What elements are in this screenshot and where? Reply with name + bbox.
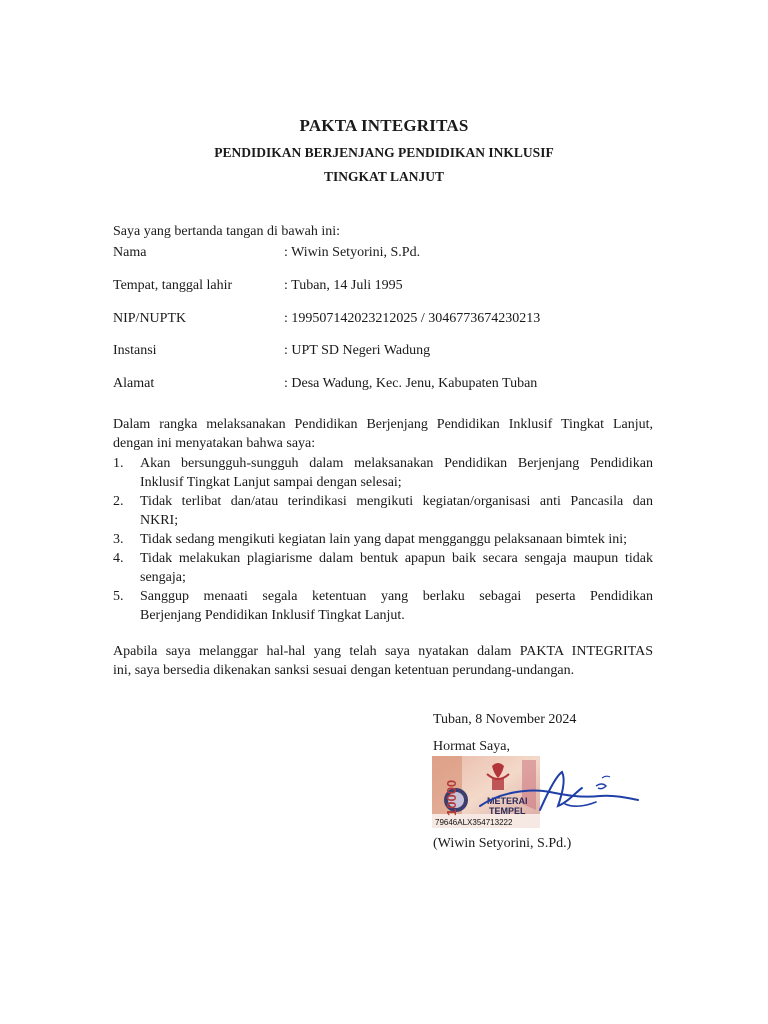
- identity-label: Alamat: [113, 376, 155, 391]
- list-item-text: Akan bersungguh-sungguh dalam melaksanakan Pendidikan Berjenjang Pendidikan: [140, 456, 653, 471]
- list-item-number: 3.: [113, 532, 124, 547]
- list-item-number: 4.: [113, 551, 124, 566]
- list-item-number: 5.: [113, 589, 124, 604]
- list-item-number: 2.: [113, 494, 124, 509]
- identity-label: Tempat, tanggal lahir: [113, 278, 233, 293]
- list-item: [113, 492, 653, 530]
- identity-label: Instansi: [113, 343, 157, 358]
- list-item-text: Inklusif Tingkat Lanjut sampai dengan selesai;: [140, 475, 402, 490]
- identity-value: : Tuban, 14 Juli 1995: [284, 278, 403, 293]
- document-subtitle-level: TINGKAT LANJUT: [324, 169, 444, 184]
- stamp-serial: 79646ALX354713222: [435, 818, 513, 827]
- stamp-label-line: METERAI: [487, 796, 528, 806]
- list-item: [113, 587, 653, 625]
- document-subtitle: PENDIDIKAN BERJENJANG PENDIDIKAN INKLUSIF: [214, 145, 554, 160]
- list-item-text: sengaja;: [140, 570, 186, 585]
- list-item-text: NKRI;: [140, 513, 179, 528]
- list-item-text: Berjenjang Pendidikan Inklusif Tingkat Lanjut.: [140, 608, 405, 623]
- list-item: [113, 530, 653, 549]
- list-item-text: Tidak sedang mengikuti kegiatan lain yang dapat mengganggu pelaksanaan bimtek ini;: [140, 532, 628, 547]
- statement-line-1: Dalam rangka melaksanakan Pendidikan Berjenjang Pendidikan Inklusif Tingkat Lanjut,: [113, 417, 653, 432]
- list-item-text: Tidak terlibat dan/atau terindikasi mengikuti kegiatan/organisasi anti Pancasila dan: [140, 494, 653, 509]
- document-title: PAKTA INTEGRITAS: [299, 116, 469, 135]
- identity-value: : UPT SD Negeri Wadung: [284, 343, 431, 358]
- intro-text: Saya yang bertanda tangan di bawah ini:: [113, 224, 341, 239]
- identity-value: : 199507142023212025 / 3046773674230213: [284, 311, 541, 326]
- identity-value: : Wiwin Setyorini, S.Pd.: [284, 245, 421, 260]
- list-item-number: 1.: [113, 456, 124, 471]
- commitment-list: [113, 454, 653, 625]
- greeting: Hormat Saya,: [433, 739, 510, 754]
- list-item: [113, 549, 653, 587]
- identity-label: NIP/NUPTK: [113, 311, 187, 326]
- handwritten-signature-icon: [470, 762, 640, 822]
- statement-line-2: dengan ini menyatakan bahwa saya:: [113, 436, 316, 451]
- closing-line-1: Apabila saya melanggar hal-hal yang telah saya nyatakan dalam PAKTA INTEGRITAS: [113, 644, 653, 659]
- place-date: Tuban, 8 November 2024: [433, 712, 577, 727]
- identity-label: Nama: [113, 245, 147, 260]
- identity-value: : Desa Wadung, Kec. Jenu, Kabupaten Tuban: [284, 376, 538, 391]
- signer-name: (Wiwin Setyorini, S.Pd.): [433, 836, 572, 851]
- stamp-label-line: TEMPEL: [488, 806, 526, 816]
- list-item: [113, 454, 653, 492]
- closing-line-2: ini, saya bersedia dikenakan sanksi sesuai dengan ketentuan perundang-undangan.: [113, 663, 575, 678]
- list-item-text: Tidak melakukan plagiarisme dalam bentuk apapun baik secara sengaja maupun tidak: [140, 551, 653, 566]
- stamp-value: 10000: [444, 779, 459, 816]
- list-item-text: Sanggup menaati segala ketentuan yang berlaku sebagai peserta Pendidikan: [140, 589, 653, 604]
